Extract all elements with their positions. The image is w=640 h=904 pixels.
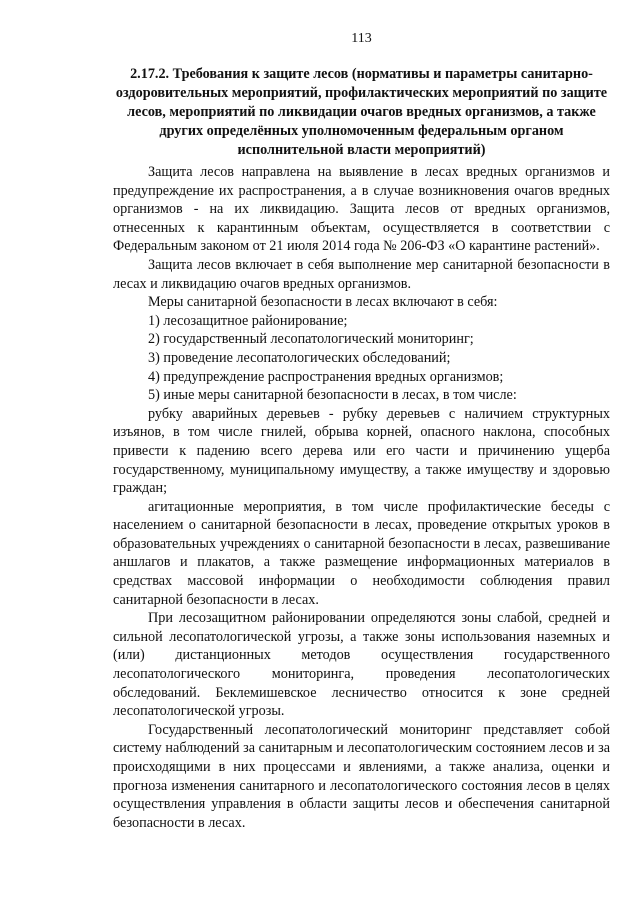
list-item-1: 1) лесозащитное районирование; — [148, 312, 348, 329]
paragraph-zoning: При лесозащитном районировании определяются зоны слабой, средней и сильной лесопатологической угрозы, а также зоны использования наземных и (или) дистанционных методов осуществления государственного лесопатологического мониторинга, проведения лесопатологических обследований. Беклемишевское лесничество относится к зоне средней лесопатологической угрозы. — [113, 610, 610, 720]
paragraph-monitoring: Государственный лесопатологический мониторинг представляет собой систему наблюдений за санитарным и лесопатологическим состоянием лесов и за происходящими в них процессами и явлениями, а также анализа, оценки и прогноза изменения санитарного и лесопатологического состояния лесов в целях осуществления управления в области защиты лесов и обеспечения санитарной безопасности в лесах. — [113, 721, 610, 831]
paragraph-measures-intro: Меры санитарной безопасности в лесах включают в себя: — [148, 294, 498, 311]
paragraph-protection-purpose: Защита лесов направлена на выявление в лесах вредных организмов и предупреждение их распространения, а в случае возникновения очагов вредных организмов - на их ликвидацию. Защита лесов от вредных организмов, отнесенных к карантинным объектам, осуществляется в соответствии с Федеральным законом от 21 июля 2014 года № 206-ФЗ «О карантине растений». — [113, 164, 610, 255]
paragraph-emergency-felling: рубку аварийных деревьев - рубку деревьев с наличием структурных изъянов, в том числе гнилей, обрыва корней, опасного наклона, способных привести к падению всего дерева или его части и причинению ущерба государственному, муниципальному имуществу, а также имуществу и здоровью граждан; — [113, 405, 610, 497]
paragraph-campaign-measures: агитационные мероприятия, в том числе профилактические беседы с населением о санитарной безопасности в лесах, проведение открытых уроков в образовательных учреждениях о санитарной безопасности в лесах, развешивание аншлагов и плакатов, а также размещение информационных материалов в средствах массовой информации о необходимости соблюдения правил санитарной безопасности в лесах. — [113, 498, 610, 608]
document-page — [113, 30, 610, 832]
page-number: 113 — [351, 31, 372, 46]
section-heading: 2.17.2. Требования к защите лесов (нормативы и параметры санитарно-оздоровительных мероприятий, профилактических мероприятий по защите лесов, мероприятий по ликвидации очагов вредных организмов, а также других определённых уполномоченным федеральным органом исполнительной власти мероприятий) — [115, 66, 608, 158]
list-item-4: 4) предупреждение распространения вредных организмов; — [148, 368, 504, 385]
list-item-2: 2) государственный лесопатологический мониторинг; — [148, 331, 474, 348]
list-item-3: 3) проведение лесопатологических обследований; — [148, 349, 451, 366]
paragraph-protection-includes: Защита лесов включает в себя выполнение мер санитарной безопасности в лесах и ликвидацию очагов вредных организмов. — [113, 256, 610, 292]
list-item-5: 5) иные меры санитарной безопасности в лесах, в том числе: — [148, 387, 517, 404]
